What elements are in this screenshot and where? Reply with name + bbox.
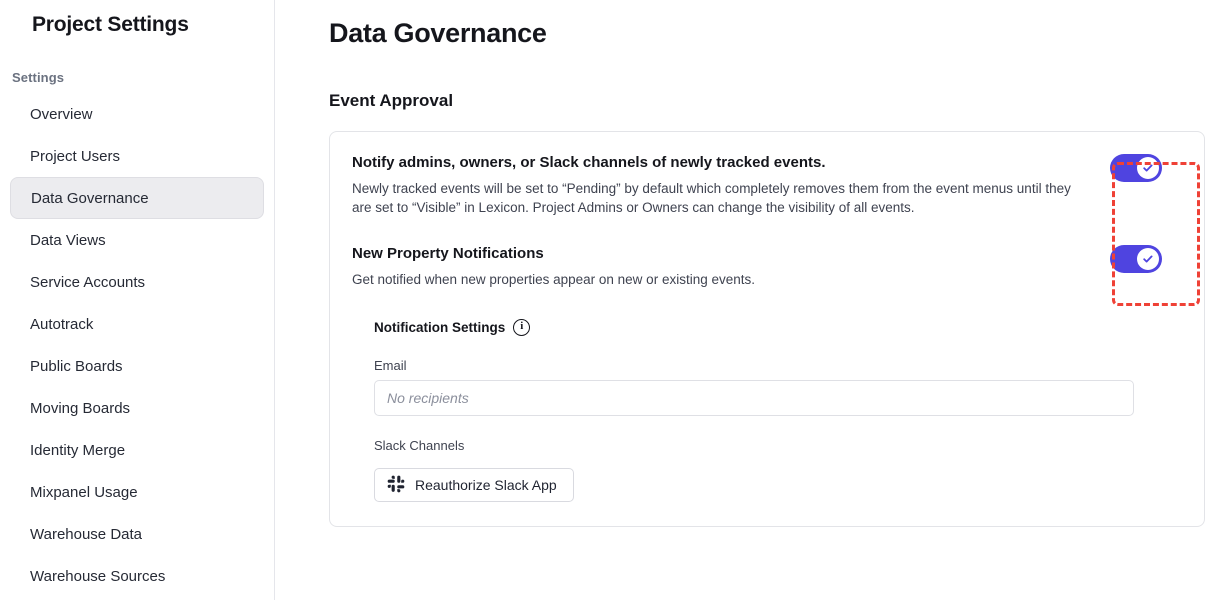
sidebar-item-label: Moving Boards	[30, 399, 131, 417]
notification-settings	[374, 319, 1182, 502]
sidebar-title: Project Settings	[32, 13, 189, 36]
slack-icon	[387, 475, 405, 496]
sidebar-item-label: Warehouse Sources	[30, 567, 166, 585]
notify-admins-description: Newly tracked events will be set to “Pending” by default which completely removes them from the event menus until they are set to “Visible” in Lexicon. Project Admins or Owners can change the visibility of all events.	[352, 181, 1071, 215]
notify-admins-heading: Notify admins, owners, or Slack channels of newly tracked events.	[352, 154, 826, 171]
email-recipients-input[interactable]	[374, 380, 1134, 416]
notify-admins-row	[352, 154, 1182, 217]
sidebar-item-identity-merge[interactable]	[10, 429, 264, 471]
sidebar-nav	[0, 93, 274, 597]
sidebar-item-label: Service Accounts	[30, 273, 146, 291]
sidebar-item-label: Autotrack	[30, 315, 94, 333]
sidebar-item-service-accounts[interactable]	[10, 261, 264, 303]
sidebar-item-label: Warehouse Data	[30, 525, 143, 543]
new-property-notifications-description: Get notified when new properties appear on new or existing events.	[352, 272, 755, 287]
info-icon[interactable]: i	[513, 319, 530, 336]
sidebar-item-project-users[interactable]	[10, 135, 264, 177]
check-icon	[1137, 157, 1159, 179]
section-title-event-approval: Event Approval	[329, 91, 454, 110]
notification-settings-header	[374, 319, 1182, 336]
sidebar-item-warehouse-sources[interactable]	[10, 555, 264, 597]
sidebar-item-warehouse-data[interactable]	[10, 513, 264, 555]
sidebar-item-label: Data Governance	[31, 189, 149, 207]
main-content	[275, 0, 1217, 600]
sidebar-item-overview[interactable]	[10, 93, 264, 135]
sidebar-item-mixpanel-usage[interactable]	[10, 471, 264, 513]
sidebar-item-label: Data Views	[30, 231, 106, 249]
reauthorize-slack-app-button[interactable]	[374, 468, 574, 502]
new-property-notifications-toggle[interactable]	[1110, 245, 1162, 273]
reauthorize-slack-app-label: Reauthorize Slack App	[415, 477, 557, 493]
notification-settings-title: Notification Settings	[374, 320, 506, 335]
event-approval-card	[329, 131, 1205, 527]
slack-channels-label: Slack Channels	[374, 438, 465, 453]
sidebar-item-autotrack[interactable]	[10, 303, 264, 345]
sidebar-item-label: Project Users	[30, 147, 121, 165]
check-icon	[1137, 248, 1159, 270]
sidebar-item-label: Identity Merge	[30, 441, 126, 459]
sidebar-item-label: Mixpanel Usage	[30, 483, 138, 501]
new-property-notifications-row	[352, 245, 1182, 289]
new-property-notifications-heading: New Property Notifications	[352, 245, 544, 262]
sidebar-item-data-views[interactable]	[10, 219, 264, 261]
sidebar-item-label: Overview	[30, 105, 93, 123]
email-label: Email	[374, 358, 407, 373]
page-title: Data Governance	[329, 18, 547, 48]
sidebar-item-moving-boards[interactable]	[10, 387, 264, 429]
sidebar-item-data-governance[interactable]	[10, 177, 264, 219]
sidebar-section-label: Settings	[12, 70, 65, 85]
notify-admins-toggle[interactable]	[1110, 154, 1162, 182]
sidebar-item-label: Public Boards	[30, 357, 123, 375]
sidebar	[0, 0, 275, 600]
sidebar-item-public-boards[interactable]	[10, 345, 264, 387]
